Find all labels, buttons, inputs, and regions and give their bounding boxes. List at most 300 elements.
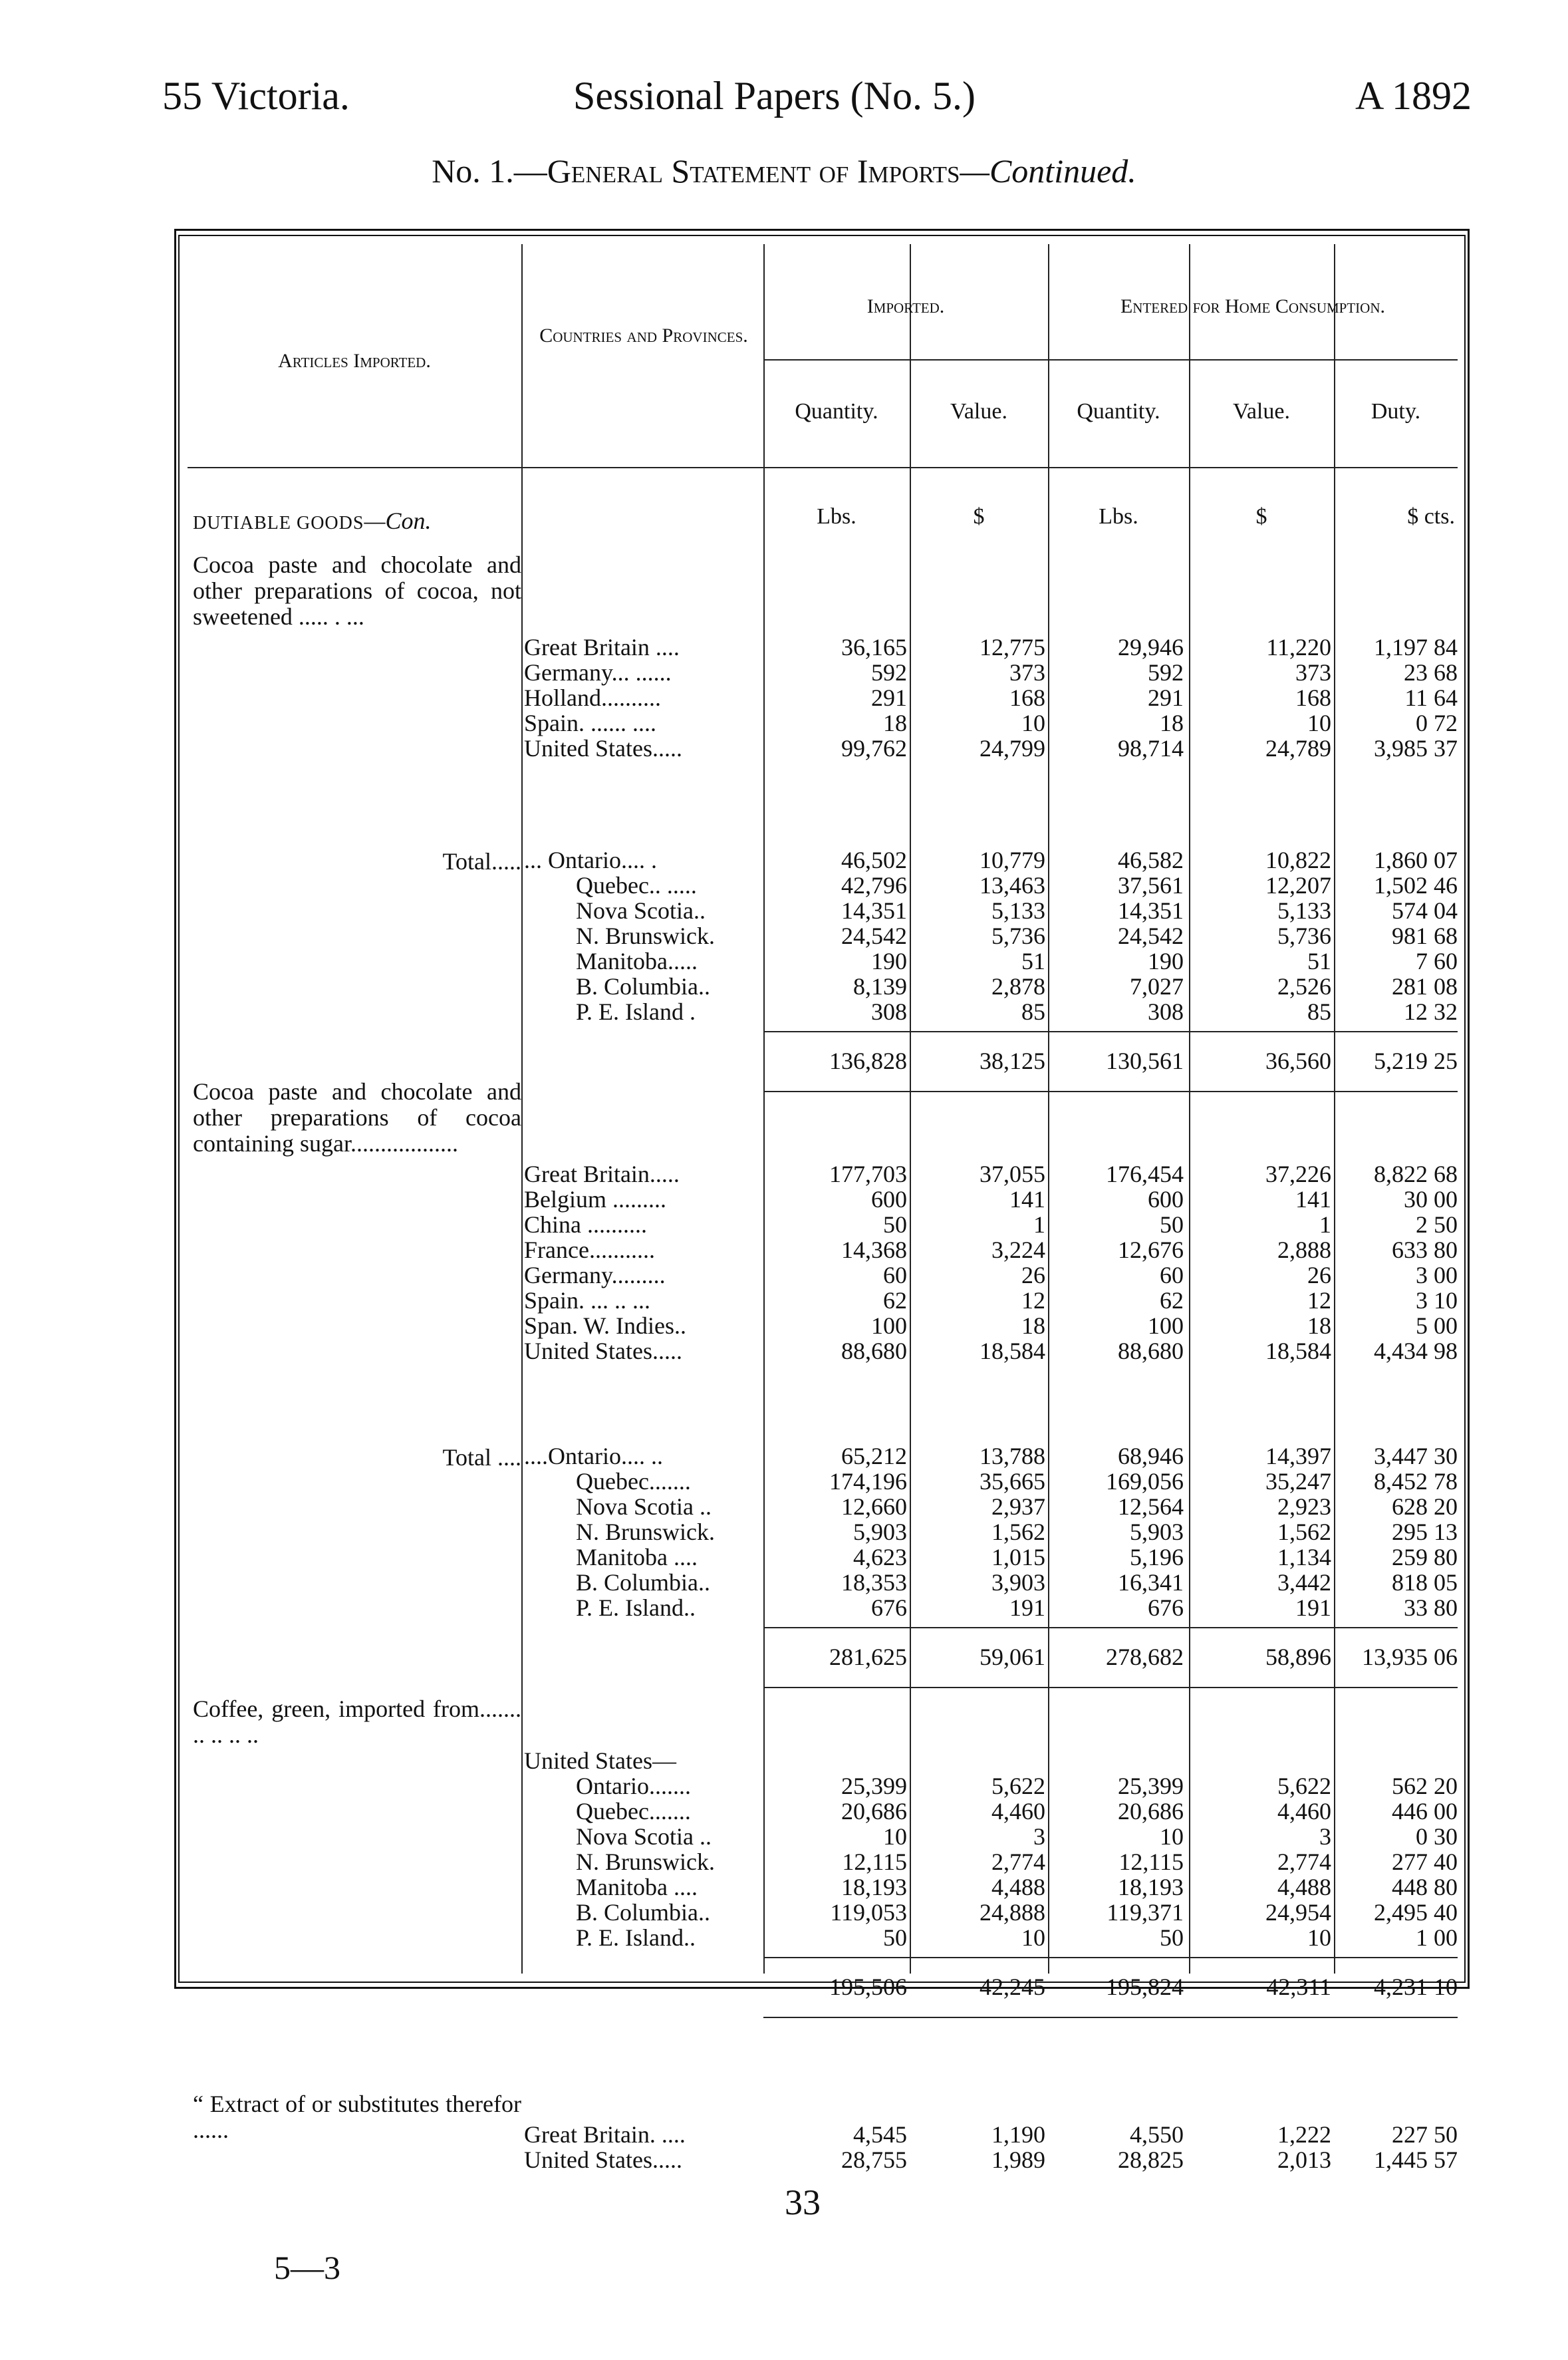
quantity-imported-heading: Quantity. [795, 399, 878, 424]
country-cell: N. Brunswick. [576, 1848, 715, 1875]
table-row [174, 736, 1470, 761]
country-cell: Germany......... [524, 1262, 666, 1288]
quantity-imported-cell: 18,353 [841, 1569, 907, 1596]
unit-duty: $ cts. [1407, 504, 1455, 529]
value-imported-cell: 85 [1021, 998, 1045, 1025]
country-cell: Quebec.. ..... [576, 872, 697, 899]
quantity-entered-cell: 4,550 [1130, 2121, 1184, 2148]
country-cell: Spain. ...... .... [524, 710, 657, 736]
quantity-entered-cell: 24,542 [1118, 923, 1184, 949]
table-row [174, 1748, 1470, 1773]
header-volume: 55 Victoria. [162, 74, 350, 118]
page-title [0, 152, 1568, 190]
duty-cell: 562 20 [1392, 1773, 1458, 1799]
table-row [174, 974, 1470, 999]
quantity-imported-cell: 100 [871, 1312, 907, 1339]
subtotal-rule [763, 1031, 1458, 1032]
duty-cell: 11 64 [1404, 684, 1458, 711]
table-row [174, 710, 1470, 736]
duty-cell: 1,197 84 [1374, 634, 1458, 661]
duty-cell: 633 80 [1392, 1237, 1458, 1263]
quantity-entered-cell: 190 [1148, 948, 1184, 974]
duty-cell: 981 68 [1392, 923, 1458, 949]
divider-articles [521, 244, 523, 1974]
table-row [174, 1545, 1470, 1570]
quantity-entered-cell: 68,946 [1118, 1443, 1184, 1469]
duty-cell: 8,452 78 [1374, 1468, 1458, 1495]
quantity-entered-cell: 62 [1160, 1287, 1184, 1314]
duty-cell: 259 80 [1392, 1544, 1458, 1570]
country-cell: Quebec....... [576, 1468, 691, 1495]
page-number: 33 [785, 2182, 821, 2222]
value-entered-cell: 12 [1307, 1287, 1331, 1314]
subtotal-value-entered-cell: 58,896 [1265, 1644, 1331, 1670]
table-row [174, 1262, 1470, 1288]
value-imported-cell: 2,937 [991, 1493, 1045, 1520]
table-row [174, 1595, 1470, 1620]
duty-cell: 4,434 98 [1374, 1338, 1458, 1364]
duty-cell: 3 10 [1416, 1287, 1458, 1314]
table-row [174, 1799, 1470, 1824]
value-entered-cell: 18,584 [1265, 1338, 1331, 1364]
subtotal-duty-cell: 5,219 25 [1374, 1048, 1458, 1074]
quantity-entered-cell: 50 [1160, 1211, 1184, 1238]
value-imported-cell: 35,665 [980, 1468, 1045, 1495]
value-entered-cell: 4,460 [1277, 1798, 1331, 1825]
divider-value-imported [1048, 244, 1049, 1974]
value-imported-cell: 5,736 [991, 923, 1045, 949]
article-extract: “ Extract of or substitutes therefor ...... [193, 2091, 521, 2143]
value-imported-cell: 1,989 [991, 2146, 1045, 2173]
subtotal-quantity-imported-cell: 136,828 [829, 1048, 907, 1074]
quantity-entered-cell: 7,027 [1130, 973, 1184, 1000]
quantity-imported-cell: 4,545 [853, 2121, 907, 2148]
subtotal-value-entered-cell: 42,311 [1266, 1974, 1331, 2000]
subtotal-duty-cell: 4,231 10 [1374, 1974, 1458, 2000]
country-cell: Quebec....... [576, 1798, 691, 1825]
subtotal-value-imported-cell: 59,061 [980, 1644, 1045, 1670]
table-row [174, 1570, 1470, 1595]
value-imported-cell: 3,224 [991, 1237, 1045, 1263]
value-entered-cell: 3 [1319, 1823, 1331, 1850]
value-entered-cell: 10 [1307, 1924, 1331, 1951]
duty-cell: 3 00 [1416, 1262, 1458, 1288]
value-entered-cell: 24,789 [1265, 735, 1331, 762]
quantity-imported-cell: 4,623 [853, 1544, 907, 1570]
value-imported-cell: 18 [1021, 1312, 1045, 1339]
country-cell: B. Columbia.. [576, 1569, 711, 1596]
unit-dollar-entered: $ [1255, 504, 1267, 529]
duty-cell: 2 50 [1416, 1211, 1458, 1238]
country-cell: Span. W. Indies.. [524, 1312, 687, 1339]
country-cell: N. Brunswick. [576, 1519, 715, 1545]
quantity-imported-cell: 18 [883, 710, 907, 736]
quantity-imported-cell: 42,796 [841, 872, 907, 899]
quantity-imported-cell: 24,542 [841, 923, 907, 949]
quantity-imported-cell: 10 [883, 1823, 907, 1850]
value-imported-cell: 373 [1009, 659, 1045, 686]
value-imported-cell: 10 [1021, 1924, 1045, 1951]
quantity-imported-cell: 50 [883, 1924, 907, 1951]
quantity-entered-cell: 12,564 [1118, 1493, 1184, 1520]
duty-cell: 0 30 [1416, 1823, 1458, 1850]
duty-cell: 1 00 [1416, 1924, 1458, 1951]
table-row [174, 2147, 1470, 2172]
quantity-imported-cell: 88,680 [841, 1338, 907, 1364]
value-imported-cell: 191 [1009, 1594, 1045, 1621]
duty-cell: 0 72 [1416, 710, 1458, 736]
value-imported-cell: 1 [1033, 1211, 1045, 1238]
value-imported-cell: 2,878 [991, 973, 1045, 1000]
country-cell: Spain. ... .. ... [524, 1287, 651, 1314]
country-cell: P. E. Island.. [576, 1924, 696, 1951]
table-row [174, 847, 1470, 873]
subtotal-bottom-rule [763, 1687, 1458, 1688]
value-entered-cell: 51 [1307, 948, 1331, 974]
subtotal-value-imported-cell: 42,245 [980, 1974, 1045, 2000]
country-cell: Nova Scotia .. [576, 1493, 712, 1520]
value-entered-cell: 373 [1295, 659, 1331, 686]
value-imported-cell: 24,888 [980, 1899, 1045, 1926]
articles-heading: Articles Imported. [278, 350, 431, 372]
value-imported-cell: 24,799 [980, 735, 1045, 762]
article-cocoa-sugar: Cocoa paste and chocolate and other preparations of cocoa containing sugar.................. [193, 1078, 521, 1157]
quantity-imported-cell: 174,196 [829, 1468, 907, 1495]
country-cell: Germany... ...... [524, 659, 672, 686]
duty-cell: 3,985 37 [1374, 735, 1458, 762]
subtotal-rule [763, 1957, 1458, 1958]
table-row [174, 1212, 1470, 1237]
table-row [174, 1494, 1470, 1519]
value-imported-cell: 26 [1021, 1262, 1045, 1288]
duty-cell: 574 04 [1392, 897, 1458, 924]
quantity-entered-cell: 25,399 [1118, 1773, 1184, 1799]
value-imported-cell: 3 [1033, 1823, 1045, 1850]
value-imported-cell: 37,055 [980, 1161, 1045, 1187]
country-cell: United States..... [524, 2146, 682, 2173]
country-cell: Belgium ......... [524, 1186, 666, 1213]
table-row [174, 873, 1470, 898]
sheet-number: 5—3 [274, 2249, 340, 2286]
duty-cell: 277 40 [1392, 1848, 1458, 1875]
duty-cell: 227 50 [1392, 2121, 1458, 2148]
divider-qty-imported [910, 244, 911, 1974]
title-suffix: —Continued. [960, 152, 1136, 190]
quantity-entered-cell: 10 [1160, 1823, 1184, 1850]
duty-cell: 8,822 68 [1374, 1161, 1458, 1187]
value-entered-cell: 1 [1319, 1211, 1331, 1238]
value-entered-cell: 2,526 [1277, 973, 1331, 1000]
quantity-imported-cell: 99,762 [841, 735, 907, 762]
value-entered-cell: 2,774 [1277, 1848, 1331, 1875]
quantity-imported-cell: 12,660 [841, 1493, 907, 1520]
value-entered-cell: 1,562 [1277, 1519, 1331, 1545]
table-row [174, 1313, 1470, 1338]
duty-cell: 446 00 [1392, 1798, 1458, 1825]
quantity-entered-cell: 98,714 [1118, 735, 1184, 762]
quantity-imported-cell: 308 [871, 998, 907, 1025]
country-cell: B. Columbia.. [576, 1899, 711, 1926]
quantity-imported-cell: 177,703 [829, 1161, 907, 1187]
country-cell: Nova Scotia .. [576, 1823, 712, 1850]
quantity-entered-cell: 28,825 [1118, 2146, 1184, 2173]
value-entered-cell: 14,397 [1265, 1443, 1331, 1469]
subtotal-duty-cell: 13,935 06 [1362, 1644, 1458, 1670]
value-imported-cell: 18,584 [980, 1338, 1045, 1364]
table-row [174, 1338, 1470, 1364]
quantity-imported-cell: 12,115 [842, 1848, 907, 1875]
subtotal-value-entered-cell: 36,560 [1265, 1048, 1331, 1074]
subtotal-bottom-rule [763, 2017, 1458, 2018]
quantity-imported-cell: 291 [871, 684, 907, 711]
value-imported-cell: 1,562 [991, 1519, 1045, 1545]
table-row [174, 1469, 1470, 1494]
value-entered-cell: 191 [1295, 1594, 1331, 1621]
subtotal-quantity-imported-cell: 281,625 [829, 1644, 907, 1670]
duty-heading: Duty. [1371, 399, 1421, 424]
unit-lbs-entered: Lbs. [1099, 504, 1138, 529]
quantity-imported-cell: 190 [871, 948, 907, 974]
duty-cell: 818 05 [1392, 1569, 1458, 1596]
table-row [174, 1849, 1470, 1874]
table-row [174, 1187, 1470, 1212]
table-row [174, 949, 1470, 974]
table-row [174, 635, 1470, 660]
table-row [174, 1288, 1470, 1313]
table-row [174, 1773, 1470, 1799]
value-entered-cell: 2,013 [1277, 2146, 1331, 2173]
imports-table [174, 229, 1470, 2173]
quantity-entered-cell: 29,946 [1118, 634, 1184, 661]
value-entered-cell: 18 [1307, 1312, 1331, 1339]
quantity-imported-cell: 60 [883, 1262, 907, 1288]
quantity-entered-cell: 176,454 [1106, 1161, 1184, 1187]
subtotal-quantity-entered-cell: 195,824 [1106, 1974, 1184, 2000]
country-cell: ....Ontario.... .. [524, 1443, 663, 1469]
value-imported-cell: 141 [1009, 1186, 1045, 1213]
quantity-imported-cell: 62 [883, 1287, 907, 1314]
duty-cell: 33 80 [1404, 1594, 1458, 1621]
entered-heading: Entered for Home Consumption. [1120, 295, 1386, 317]
duty-cell: 2,495 40 [1374, 1899, 1458, 1926]
value-entered-cell: 141 [1295, 1186, 1331, 1213]
header-subrule [763, 359, 1458, 361]
title-main: General Statement of Imports [547, 152, 960, 190]
country-cell: Manitoba .... [576, 1544, 698, 1570]
duty-cell: 448 80 [1392, 1874, 1458, 1900]
value-imported-cell: 5,622 [991, 1773, 1045, 1799]
table-row [174, 685, 1470, 710]
header-year: A 1892 [1355, 74, 1472, 118]
quantity-entered-cell: 16,341 [1118, 1569, 1184, 1596]
subtotal-rule [763, 1627, 1458, 1628]
value-entered-cell: 5,622 [1277, 1773, 1331, 1799]
duty-cell: 12 32 [1404, 998, 1458, 1025]
table-row [174, 1519, 1470, 1545]
value-imported-cell: 1,190 [991, 2121, 1045, 2148]
quantity-entered-cell: 88,680 [1118, 1338, 1184, 1364]
value-entered-cell: 10 [1307, 710, 1331, 736]
subtotal-quantity-entered-cell: 130,561 [1106, 1048, 1184, 1074]
duty-cell: 295 13 [1392, 1519, 1458, 1545]
quantity-imported-cell: 14,351 [841, 897, 907, 924]
value-imported-cell: 13,788 [980, 1443, 1045, 1469]
subtotal-bottom-rule [763, 1091, 1458, 1092]
value-entered-cell: 11,220 [1266, 634, 1331, 661]
table-row [174, 1443, 1470, 1469]
divider-value-entered [1334, 244, 1335, 1974]
value-imported-cell: 10 [1021, 710, 1045, 736]
quantity-imported-cell: 8,139 [853, 973, 907, 1000]
duty-cell: 1,502 46 [1374, 872, 1458, 899]
quantity-imported-cell: 119,053 [830, 1899, 907, 1926]
table-row [174, 1161, 1470, 1187]
duty-cell: 628 20 [1392, 1493, 1458, 1520]
quantity-entered-cell: 37,561 [1118, 872, 1184, 899]
quantity-entered-cell: 12,115 [1118, 1848, 1184, 1875]
subtotal-row [174, 1048, 1470, 1074]
divider-qty-entered [1189, 244, 1190, 1974]
subtotal-value-imported-cell: 38,125 [980, 1048, 1045, 1074]
value-entered-cell: 26 [1307, 1262, 1331, 1288]
table-row [174, 1874, 1470, 1900]
country-cell: Great Britain .... [524, 634, 680, 661]
value-entered-cell: 2,888 [1277, 1237, 1331, 1263]
imported-heading: Imported. [866, 295, 945, 317]
country-cell: Manitoba..... [576, 948, 698, 974]
value-imported-cell: 12,775 [980, 634, 1045, 661]
value-entered-cell: 24,954 [1265, 1899, 1331, 1926]
quantity-entered-heading: Quantity. [1077, 399, 1160, 424]
quantity-entered-cell: 12,676 [1118, 1237, 1184, 1263]
value-imported-cell: 2,774 [991, 1848, 1045, 1875]
quantity-entered-cell: 119,371 [1107, 1899, 1184, 1926]
value-entered-cell: 1,134 [1277, 1544, 1331, 1570]
quantity-entered-cell: 676 [1148, 1594, 1184, 1621]
duty-cell: 23 68 [1404, 659, 1458, 686]
value-entered-cell: 10,822 [1265, 847, 1331, 873]
value-entered-cell: 37,226 [1265, 1161, 1331, 1187]
country-cell: Ontario....... [576, 1773, 691, 1799]
country-cell: Great Britain..... [524, 1161, 680, 1187]
duty-cell: 3,447 30 [1374, 1443, 1458, 1469]
country-cell: Nova Scotia.. [576, 897, 706, 924]
title-prefix: No. 1.— [432, 152, 547, 190]
table-row [174, 923, 1470, 949]
quantity-entered-cell: 100 [1148, 1312, 1184, 1339]
quantity-entered-cell: 60 [1160, 1262, 1184, 1288]
country-cell: Great Britain. .... [524, 2121, 686, 2148]
quantity-imported-cell: 36,165 [841, 634, 907, 661]
quantity-entered-cell: 18,193 [1118, 1874, 1184, 1900]
duty-cell: 7 60 [1416, 948, 1458, 974]
value-entered-cell: 35,247 [1265, 1468, 1331, 1495]
quantity-entered-cell: 46,582 [1118, 847, 1184, 873]
quantity-imported-cell: 20,686 [841, 1798, 907, 1825]
quantity-entered-cell: 291 [1148, 684, 1184, 711]
countries-heading: Countries and Provinces. [539, 325, 748, 347]
quantity-entered-cell: 18 [1160, 710, 1184, 736]
value-entered-cell: 5,736 [1277, 923, 1331, 949]
duty-cell: 281 08 [1392, 973, 1458, 1000]
country-cell: China .......... [524, 1211, 647, 1238]
value-imported-cell: 13,463 [980, 872, 1045, 899]
country-cell: Manitoba .... [576, 1874, 698, 1900]
value-imported-cell: 4,488 [991, 1874, 1045, 1900]
country-cell: United States— [524, 1747, 676, 1774]
quantity-entered-cell: 600 [1148, 1186, 1184, 1213]
table-row [174, 999, 1470, 1024]
table-row [174, 2122, 1470, 2147]
quantity-imported-cell: 592 [871, 659, 907, 686]
value-imported-cell: 12 [1021, 1287, 1045, 1314]
value-imported-cell: 5,133 [991, 897, 1045, 924]
total-label-1: Total..... [442, 848, 521, 875]
value-entered-cell: 85 [1307, 998, 1331, 1025]
value-entered-cell: 2,923 [1277, 1493, 1331, 1520]
table-row [174, 1925, 1470, 1950]
header-sessional-papers: Sessional Papers (No. 5.) [573, 74, 976, 118]
value-entered-cell: 168 [1295, 684, 1331, 711]
value-imported-cell: 10,779 [980, 847, 1045, 873]
table-row [174, 898, 1470, 923]
quantity-imported-cell: 50 [883, 1211, 907, 1238]
table-row [174, 660, 1470, 685]
quantity-imported-cell: 18,193 [841, 1874, 907, 1900]
country-cell: B. Columbia.. [576, 973, 711, 1000]
subtotal-quantity-entered-cell: 278,682 [1106, 1644, 1184, 1670]
quantity-entered-cell: 169,056 [1106, 1468, 1184, 1495]
table-row [174, 1824, 1470, 1849]
value-entered-cell: 4,488 [1277, 1874, 1331, 1900]
article-coffee-green: Coffee, green, imported from....... .. .. .. .. [193, 1696, 521, 1748]
country-cell: N. Brunswick. [576, 923, 715, 949]
article-cocoa-unsweetened: Cocoa paste and chocolate and other preparations of cocoa, not sweetened ..... . ... [193, 551, 521, 630]
quantity-imported-cell: 25,399 [841, 1773, 907, 1799]
country-cell: United States..... [524, 1338, 682, 1364]
country-cell: P. E. Island . [576, 998, 696, 1025]
value-imported-cell: 168 [1009, 684, 1045, 711]
quantity-entered-cell: 592 [1148, 659, 1184, 686]
quantity-entered-cell: 5,196 [1130, 1544, 1184, 1570]
value-entered-cell: 12,207 [1265, 872, 1331, 899]
quantity-imported-cell: 5,903 [853, 1519, 907, 1545]
quantity-entered-cell: 14,351 [1118, 897, 1184, 924]
value-entered-cell: 5,133 [1277, 897, 1331, 924]
quantity-entered-cell: 50 [1160, 1924, 1184, 1951]
section-label: DUTIABLE GOODS—Con. [193, 508, 432, 534]
country-cell: ... Ontario.... . [524, 847, 657, 873]
quantity-imported-cell: 65,212 [841, 1443, 907, 1469]
duty-cell: 30 00 [1404, 1186, 1458, 1213]
subtotal-row [174, 1974, 1470, 1999]
quantity-imported-cell: 46,502 [841, 847, 907, 873]
value-imported-cell: 51 [1021, 948, 1045, 974]
subtotal-row [174, 1644, 1470, 1670]
quantity-entered-cell: 308 [1148, 998, 1184, 1025]
subtotal-quantity-imported-cell: 195,506 [829, 1974, 907, 2000]
quantity-imported-cell: 14,368 [841, 1237, 907, 1263]
value-imported-cell: 3,903 [991, 1569, 1045, 1596]
unit-dollar-imported: $ [973, 504, 985, 529]
value-entered-heading: Value. [1233, 399, 1290, 424]
quantity-imported-cell: 600 [871, 1186, 907, 1213]
country-cell: P. E. Island.. [576, 1594, 696, 1621]
value-entered-cell: 3,442 [1277, 1569, 1331, 1596]
duty-cell: 1,860 07 [1374, 847, 1458, 873]
quantity-entered-cell: 5,903 [1130, 1519, 1184, 1545]
duty-cell: 1,445 57 [1374, 2146, 1458, 2173]
